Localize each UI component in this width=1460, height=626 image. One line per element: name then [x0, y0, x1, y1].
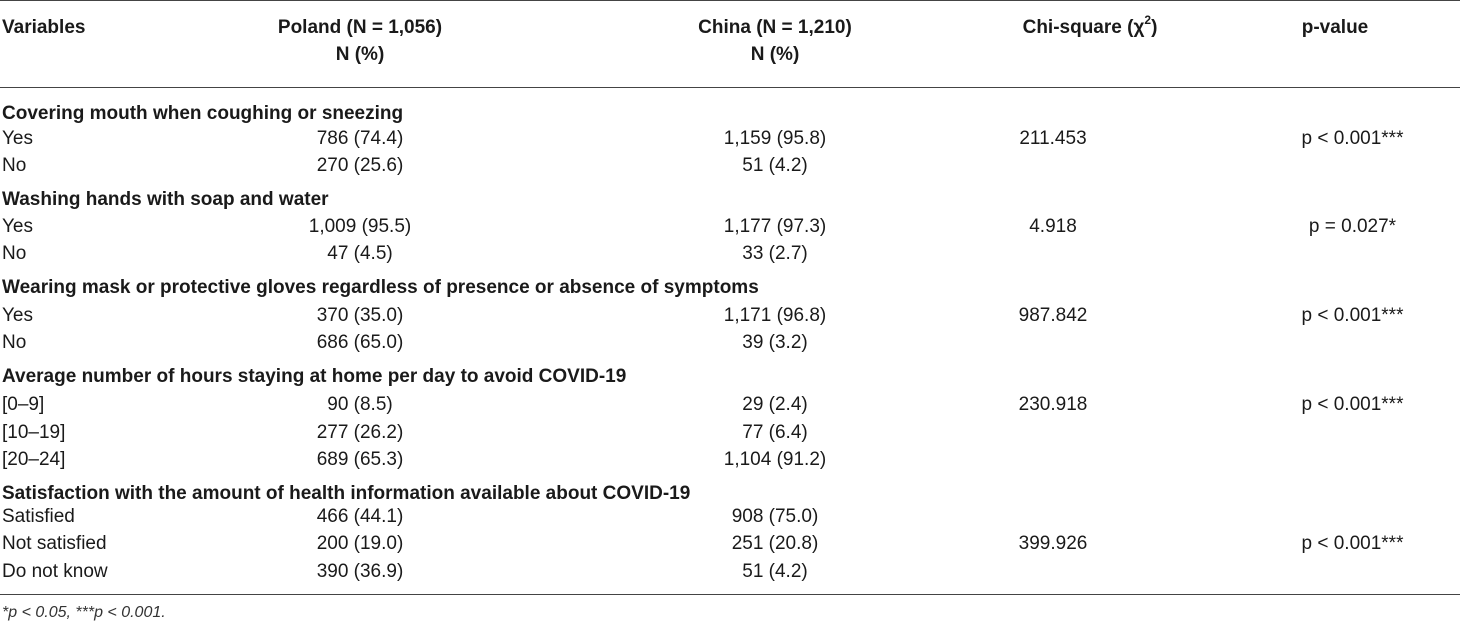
header-china — [645, 14, 905, 68]
row-label: [0–9] — [2, 394, 45, 415]
cell-chi-square: 987.842 — [1018, 305, 1088, 326]
row-label: No — [2, 332, 27, 353]
row-label: Satisfied — [2, 506, 75, 527]
cell-poland: 686 (65.0) — [316, 332, 404, 353]
cell-poland: 277 (26.2) — [316, 422, 404, 443]
cell-china: 51 (4.2) — [742, 561, 808, 582]
table-footnote: *p < 0.05, ***p < 0.001. — [2, 604, 166, 621]
header-china-title: China (N = 1,210) — [698, 17, 852, 38]
header-poland-title: Poland (N = 1,056) — [277, 17, 443, 38]
cell-poland: 47 (4.5) — [327, 243, 393, 264]
cell-china: 1,159 (95.8) — [723, 128, 827, 149]
header-p-value: p-value — [1301, 17, 1369, 38]
header-poland-unit: N (%) — [335, 44, 385, 65]
cell-chi-square: 399.926 — [1018, 533, 1088, 554]
cell-china: 39 (3.2) — [742, 332, 808, 353]
cell-china: 1,171 (96.8) — [723, 305, 827, 326]
cell-poland: 390 (36.9) — [316, 561, 404, 582]
row-label: Not satisfied — [2, 533, 107, 554]
table-bottom-rule — [0, 594, 1460, 595]
header-chi-square — [960, 14, 1220, 41]
cell-china: 51 (4.2) — [742, 155, 808, 176]
cell-china: 251 (20.8) — [731, 533, 819, 554]
row-label: [10–19] — [2, 422, 66, 443]
cell-china: 1,177 (97.3) — [723, 216, 827, 237]
cell-poland: 689 (65.3) — [316, 449, 404, 470]
section-title: Washing hands with soap and water — [2, 189, 329, 210]
cell-p-value: p = 0.027* — [1308, 216, 1397, 237]
cell-china: 29 (2.4) — [742, 394, 808, 415]
table-header — [0, 0, 1460, 88]
cell-china: 33 (2.7) — [742, 243, 808, 264]
cell-poland: 466 (44.1) — [316, 506, 404, 527]
cell-poland: 90 (8.5) — [327, 394, 393, 415]
header-chi-square-sup: 2 — [1144, 12, 1152, 27]
header-chi-square-close: ) — [1151, 17, 1158, 38]
cell-p-value: p < 0.001*** — [1301, 305, 1404, 326]
row-label: Do not know — [2, 561, 108, 582]
cell-p-value: p < 0.001*** — [1301, 128, 1404, 149]
row-label: No — [2, 155, 27, 176]
section-title: Wearing mask or protective gloves regardless of presence or absence of symptoms — [2, 277, 759, 298]
cell-p-value: p < 0.001*** — [1301, 533, 1404, 554]
cell-poland: 1,009 (95.5) — [308, 216, 412, 237]
cell-chi-square: 230.918 — [1018, 394, 1088, 415]
cell-poland: 786 (74.4) — [316, 128, 404, 149]
cell-chi-square: 4.918 — [1029, 216, 1077, 237]
cell-poland: 270 (25.6) — [316, 155, 404, 176]
row-label: No — [2, 243, 27, 264]
row-label: Yes — [2, 305, 33, 326]
header-chi-square-text: Chi-square (χ — [1022, 17, 1145, 38]
header-variables: Variables — [2, 17, 86, 38]
section-title: Average number of hours staying at home per day to avoid COVID-19 — [2, 366, 627, 387]
cell-chi-square: 211.453 — [1019, 128, 1087, 149]
cell-china: 908 (75.0) — [731, 506, 819, 527]
cell-poland: 370 (35.0) — [316, 305, 404, 326]
section-title: Covering mouth when coughing or sneezing — [2, 103, 404, 124]
cell-china: 77 (6.4) — [742, 422, 808, 443]
section-title: Satisfaction with the amount of health information available about COVID-19 — [2, 483, 691, 504]
row-label: Yes — [2, 128, 33, 149]
row-label: [20–24] — [2, 449, 66, 470]
header-china-unit: N (%) — [750, 44, 800, 65]
row-label: Yes — [2, 216, 33, 237]
cell-china: 1,104 (91.2) — [723, 449, 827, 470]
header-poland — [230, 14, 490, 68]
cell-p-value: p < 0.001*** — [1301, 394, 1404, 415]
cell-poland: 200 (19.0) — [316, 533, 404, 554]
